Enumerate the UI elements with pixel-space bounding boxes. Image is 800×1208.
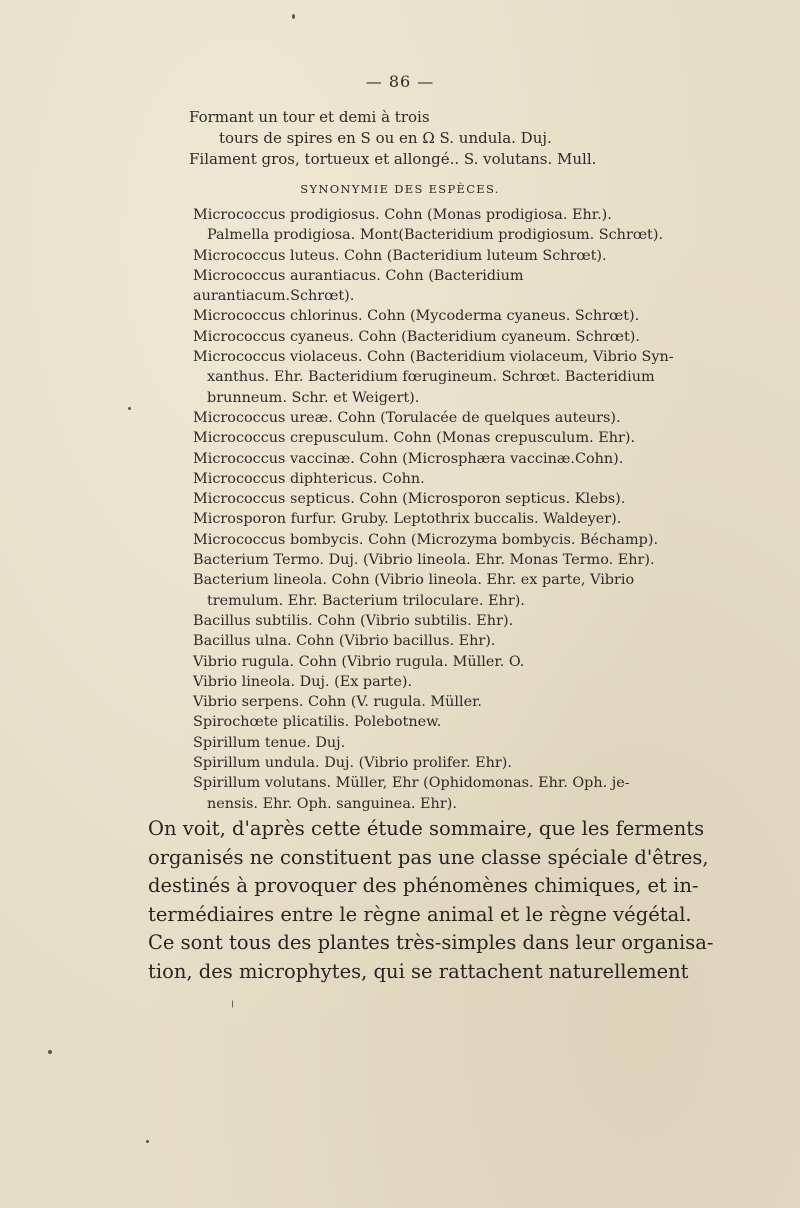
synonym-line: Micrococcus cyaneus. Cohn (Bacteridium cyaneum. Schrœt). bbox=[193, 328, 640, 345]
paragraph-line: On voit, d'après cette étude sommaire, que les ferments bbox=[148, 817, 705, 840]
synonym-line: nensis. Ehr. Oph. sanguinea. Ehr). bbox=[207, 795, 457, 812]
synonym-line: Micrococcus vaccinæ. Cohn (Microsphæra vaccinæ.Cohn). bbox=[193, 450, 624, 467]
paper-speck bbox=[128, 407, 131, 410]
section-title: SYNONYMIE DES ESPÈCES. bbox=[300, 182, 500, 196]
species-key-lines bbox=[189, 107, 649, 170]
synonym-line: Bacillus subtilis. Cohn (Vibrio subtilis. Ehr). bbox=[193, 612, 514, 629]
key-line: Formant un tour et demi à trois bbox=[189, 108, 430, 126]
synonym-line: Spirillum volutans. Müller, Ehr (Ophidomonas. Ehr. Oph. je- bbox=[193, 775, 630, 792]
paragraph-line: destinés à provoquer des phénomènes chimiques, et in- bbox=[148, 874, 699, 898]
paragraph-line: Ce sont tous des plantes très-simples dans leur organisa- bbox=[148, 931, 714, 955]
synonym-line: Micrococcus bombycis. Cohn (Microzyma bombycis. Béchamp). bbox=[193, 531, 659, 548]
paper-speck bbox=[292, 14, 295, 19]
synonym-line: Bacillus ulna. Cohn (Vibrio bacillus. Ehr). bbox=[193, 633, 496, 650]
synonym-line: Vibrio lineola. Duj. (Ex parte). bbox=[193, 673, 413, 690]
synonym-line: Vibrio rugula. Cohn (Vibrio rugula. Müller. O. bbox=[193, 653, 525, 670]
paragraph-line: tion, des microphytes, qui se rattachent naturellement bbox=[148, 959, 689, 983]
synonym-line: xanthus. Ehr. Bacteridium fœrugineum. Schrœt. Bacteridium bbox=[207, 369, 655, 386]
synonym-line: Micrococcus violaceus. Cohn (Bacteridium violaceum, Vibrio Syn- bbox=[193, 349, 674, 366]
synonym-line: Bacterium Termo. Duj. (Vibrio lineola. Ehr. Monas Termo. Ehr). bbox=[193, 552, 655, 569]
paragraph-line: termédiaires entre le règne animal et le règne végétal. bbox=[148, 902, 692, 926]
paper-speck bbox=[232, 1000, 233, 1008]
synonym-line: Bacterium lineola. Cohn (Vibrio lineola. Ehr. ex parte, Vibrio bbox=[193, 572, 635, 589]
synonym-line: Microsporon furfur. Gruby. Leptothrix buccalis. Waldeyer). bbox=[193, 511, 622, 528]
synonym-line: Spirillum tenue. Duj. bbox=[193, 734, 346, 751]
body-paragraph bbox=[148, 815, 714, 987]
synonym-line: Micrococcus prodigiosus. Cohn (Monas prodigiosa. Ehr.). bbox=[193, 207, 612, 223]
synonym-line: Micrococcus chlorinus. Cohn (Mycoderma cyaneus. Schrœt). bbox=[193, 308, 640, 325]
synonym-line: Palmella prodigiosa. Mont(Bacteridium prodigiosum. Schrœt). bbox=[207, 227, 664, 244]
synonym-line: Micrococcus crepusculum. Cohn (Monas crepusculum. Ehr). bbox=[193, 430, 636, 447]
synonym-line: Vibrio serpens. Cohn (V. rugula. Müller. bbox=[193, 694, 482, 711]
page-number: — 86 — bbox=[365, 72, 435, 91]
synonym-line: Micrococcus septicus. Cohn (Microsporon septicus. Klebs). bbox=[193, 491, 626, 508]
synonym-line: Micrococcus luteus. Cohn (Bacteridium luteum Schrœt). bbox=[193, 247, 607, 264]
paper-speck bbox=[48, 1050, 52, 1054]
synonym-line: Spirillum undula. Duj. (Vibrio prolifer. Ehr). bbox=[193, 755, 512, 772]
synonym-line: brunneum. Schr. et Weigert). bbox=[207, 389, 420, 406]
synonym-line: tremulum. Ehr. Bacterium triloculare. Ehr). bbox=[207, 592, 525, 609]
key-line: tours de spires en S ou en Ω S. undula. Duj. bbox=[219, 129, 552, 147]
key-line: Filament gros, tortueux et allongé.. S. volutans. Mull. bbox=[189, 150, 597, 168]
synonym-line: Micrococcus ureæ. Cohn (Torulacée de quelques auteurs). bbox=[193, 409, 621, 426]
paragraph-line: organisés ne constituent pas une classe spéciale d'êtres, bbox=[148, 845, 709, 869]
synonym-line: Micrococcus diphtericus. Cohn. bbox=[193, 470, 425, 487]
synonym-line: Micrococcus aurantiacus. Cohn (Bacteridium aurantiacum.Schrœt). bbox=[193, 267, 524, 305]
synonyms-list bbox=[193, 205, 683, 814]
paper-speck bbox=[146, 1140, 149, 1143]
synonym-line: Spirochœte plicatilis. Polebotnew. bbox=[193, 714, 442, 731]
